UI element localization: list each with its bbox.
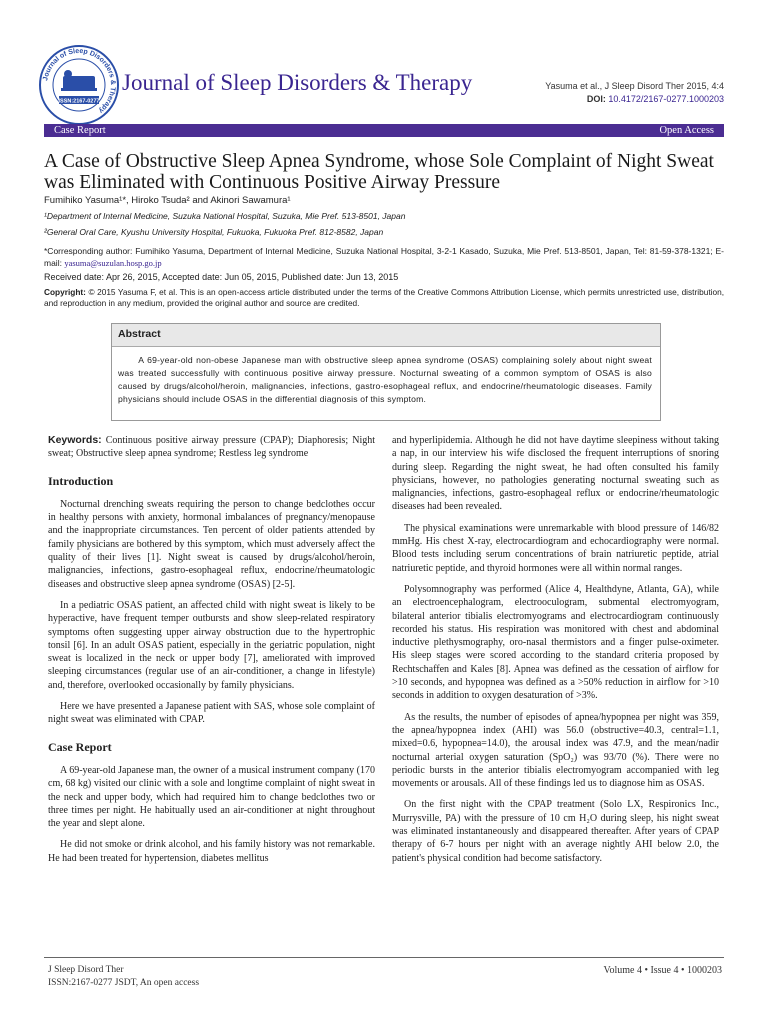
- corresponding-author: [44, 245, 724, 269]
- doi-link[interactable]: 10.4172/2167-0277.1000203: [608, 94, 724, 104]
- left-column: [48, 434, 375, 873]
- footer-left: [48, 964, 199, 989]
- dates-line: Received date: Apr 26, 2015, Accepted date: Jun 05, 2015, Published date: Jun 13, 2015: [44, 272, 399, 282]
- abstract-box: [111, 323, 661, 421]
- open-access-label: Open Access: [659, 125, 714, 136]
- right-paragraph-1: and hyperlipidemia. Although he did not have daytime sleepiness without taking a nap, in our interview his wife disclosed the frequent interruptions of snoring during sleep. Regarding the night sweat, he had often consulted his family physicians, however, no pathologies generating nocturnal sweating such as malignancies, infections, gastro-esophageal reflux or endocrine/rheumatologic diseases had been revealed.: [392, 435, 719, 513]
- authors: Fumihiko Yasuma¹*, Hiroko Tsuda² and Akinori Sawamura¹: [44, 195, 291, 206]
- article-title: A Case of Obstructive Sleep Apnea Syndrome, whose Sole Complaint of Night Sweat was Eliminated with Continuous Positive Airway Pressure: [44, 151, 714, 193]
- copyright-block: [44, 287, 724, 309]
- logo-issn: ISSN:2167-0277: [58, 98, 100, 105]
- copyright-text: © 2015 Yasuma F, et al. This is an open-access article distributed under the terms of the Creative Commons Attribution License, which permits unrestricted use, distribution, and reproduction in any medium, provided the original author and source are credited.: [44, 287, 724, 308]
- article-type-banner: [44, 124, 724, 137]
- right-paragraph-3: Polysomnography was performed (Alice 4, Healthdyne, Atlanta, GA), while an electroencephalogram, electrooculogram, submental electromyogram, bilateral anterior tibialis electromyograms and electrocardiogram continuously recorded his status. His respiration was monitored with chest and abdominal inductive plethysmography, oro-nasal thermistors and a finger pulse-oximeter. His sleep stages were scored according to the standard criteria proposed by Rechtschaffen and Kales [8]. Apnea was defined as the cessation of airflow for >10 seconds, and hypopnea was defined as a >50% reduction in airflow for >10 seconds in addition to oxygen desaturation of >3%.: [392, 583, 719, 702]
- citation-block: [545, 80, 724, 106]
- right-column: [392, 434, 719, 873]
- case-paragraph-1: A 69-year-old Japanese man, the owner of a musical instrument company (170 cm, 68 kg) visited our clinic with a sole and longtime complaint of night sweat in the neck and upper body, which had required him to change bedclothes two or three times per night. He habitually used an air-conditioner at night throughout the year and slept alone.: [48, 764, 375, 830]
- doi-label: DOI:: [586, 94, 606, 104]
- abstract-header: [112, 324, 660, 347]
- affiliation-2: ²General Oral Care, Kyushu University Hospital, Fukuoka, Fukuoka Pref. 812-8582, Japan: [44, 227, 384, 237]
- abstract-heading: Abstract: [118, 328, 161, 340]
- abstract-text: A 69-year-old non-obese Japanese man with obstructive sleep apnea syndrome (OSAS) complaining solely about night sweat was treated successfully with continuous positive airway pressure. Nocturnal sweating of a common symptom of OSAS is also caused by drugs/alcohol/heroin, malignancies, infections, gastro-esophageal reflux, and endocrine/rheumatologic diseases. Family physicians should include OSAS in the differential diagnosis of this symptom.: [118, 355, 652, 404]
- case-paragraph-2: He did not smoke or drink alcohol, and his family history was not remarkable. He had been treated for hypertension, diabetes mellitus: [48, 839, 375, 864]
- footer-divider: [44, 957, 724, 958]
- introduction-heading: Introduction: [48, 473, 114, 488]
- footer-journal: J Sleep Disord Ther: [48, 965, 124, 975]
- case-report-heading: Case Report: [48, 739, 112, 754]
- copyright-label: Copyright:: [44, 287, 86, 297]
- corresponding-text: *Corresponding author: Fumihiko Yasuma, Department of Internal Medicine, Suzuka National Hospital, 3-2-1 Kasado, Suzuka, Mie Pref. 513-8501, Japan, Tel: 81-59-378-1321; E-mail:: [44, 246, 724, 268]
- logo-ring-text: Journal of Sleep Disorders & Therapy: [42, 47, 117, 115]
- keywords: [48, 434, 375, 461]
- footer-issn: ISSN:2167-0277 JSDT, An open access: [48, 977, 200, 988]
- right-paragraph-2: The physical examinations were unremarkable with blood pressure of 146/82 mmHg. His chest X-ray, electrocardiogram and echocardiography were normal. Blood tests including serum concentrations of brain natriuretic peptide, atrial natriuretic peptide, and thyroid hormones were all within normal ranges.: [392, 522, 719, 574]
- journal-logo: [38, 44, 120, 126]
- journal-title: Journal of Sleep Disorders & Therapy: [122, 70, 473, 95]
- citation-line: Yasuma et al., J Sleep Disord Ther 2015, 4:4: [545, 81, 724, 91]
- intro-paragraph-3: Here we have presented a Japanese patient with SAS, whose sole complaint of night sweat was eliminated with CPAP.: [48, 701, 375, 726]
- email-link[interactable]: yasuma@suzulan.hosp.go.jp: [64, 258, 162, 268]
- affiliation-1: ¹Department of Internal Medicine, Suzuka National Hospital, Suzuka, Mie Pref. 513-8501, Japan: [44, 211, 406, 221]
- article-type-label: Case Report: [54, 125, 106, 136]
- intro-paragraph-2: In a pediatric OSAS patient, an affected child with night sweat is likely to be hyperactive, have frequent temper outbursts and show sleep-related respiratory symptoms often suggesting upper airway obstruction due to the hypertrophic tonsil [6]. In an adult OSAS patient, especially in the geriatric population, night sweat is localized in the neck or upper body [7], ameliorated with improved sleeping circumstances (regular use of an air-conditioner, a change in lifestyle) and, therefore, overlooked occasionally by family physicians.: [48, 599, 375, 691]
- footer-volume: Volume 4 • Issue 4 • 1000203: [603, 965, 722, 976]
- intro-paragraph-1: Nocturnal drenching sweats requiring the person to change bedclothes occur in healthy persons with anxiety, hormonal imbalances of pregnancy/menopause and the inappropriate circumstances. Ten percent of older patients attended by family physicians are bothered by this symptom, which must adversely affect the quality of their lives [1]. Night sweat is caused by drugs/alcohol/heroin, malignancies, infections, gastro-esophageal reflux, endocrine/rheumatologic diseases and obstructive sleep apnea syndrome (OSAS) [2-5].: [48, 498, 375, 590]
- keywords-label: Keywords:: [48, 434, 102, 446]
- keywords-text: Continuous positive airway pressure (CPAP); Diaphoresis; Night sweat; Obstructive sleep apnea syndrome; Restless leg syndrome: [48, 435, 375, 460]
- right-paragraph-5: On the first night with the CPAP treatment (Solo LX, Respironics Inc., Murrysville, PA) with the pressure of 10 cm H₂O during sleep, his night sweat was eliminated instantaneously and disappeared thereafter. After years of CPAP therapy of 6-7 hours per night with an average nightly AHI below 2.0, the patient's physical condition had become satisfactory.: [392, 799, 719, 864]
- right-paragraph-4: As the results, the number of episodes of apnea/hypopnea per night was 359, the apnea/hypopnea index (AHI) was 56.0 (obstructive=40.3, central=1.1, mixed=0.6, hypopnea=14.0), the arousal index was 47.9, and the mean/nadir nocturnal arterial oxygen saturation (SpO₂) was 93/70 (%). There were no periodic bursts in the anterior tibialis electromyogram accompanied with leg movements or arousals. All of these findings led us to diagnose him as OSAS.: [392, 711, 719, 790]
